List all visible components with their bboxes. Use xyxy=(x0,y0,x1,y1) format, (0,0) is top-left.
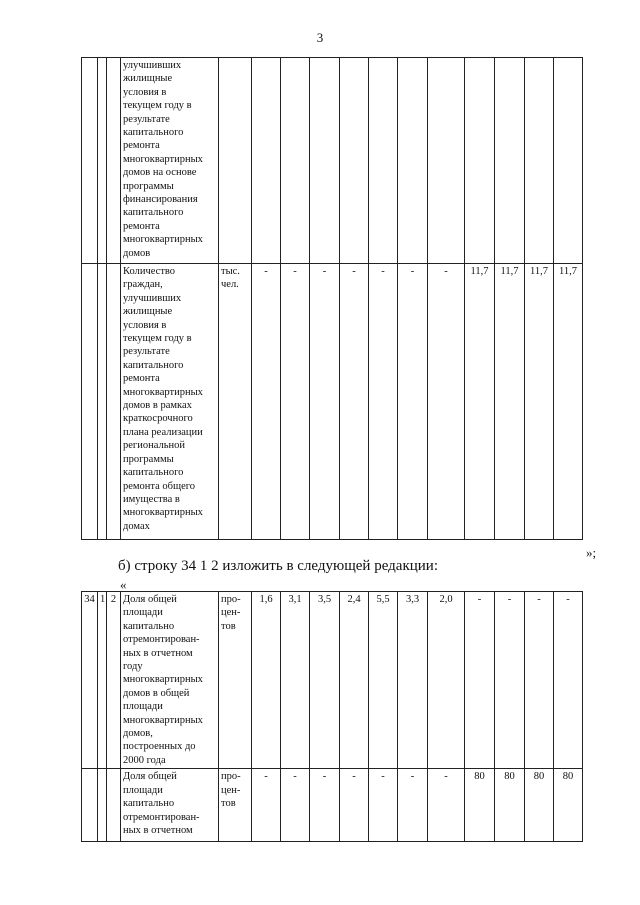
amendment-instruction: б) строку 34 1 2 изложить в следующей редакции: xyxy=(118,558,438,574)
indicators-table-top xyxy=(81,57,583,540)
value-cell: 5,5 xyxy=(369,592,398,769)
value-cell xyxy=(310,58,340,264)
unit-cell: про- цен- тов xyxy=(219,592,252,769)
value-cell: 2,4 xyxy=(340,592,369,769)
value-cell: - xyxy=(310,264,340,540)
table-row xyxy=(82,264,583,540)
value-cell: 80 xyxy=(465,769,495,842)
code-cell xyxy=(107,58,121,264)
value-cell: - xyxy=(525,592,554,769)
code-cell: 2 xyxy=(107,592,121,769)
closing-quote: »; xyxy=(586,545,597,560)
value-cell: 11,7 xyxy=(554,264,583,540)
code-cell xyxy=(98,58,107,264)
value-cell xyxy=(495,58,525,264)
opening-quote: « xyxy=(120,577,127,592)
value-cell: - xyxy=(554,592,583,769)
value-cell: 80 xyxy=(525,769,554,842)
value-cell: 3,5 xyxy=(310,592,340,769)
value-cell: - xyxy=(310,769,340,842)
page-number: 3 xyxy=(316,30,324,45)
value-cell: - xyxy=(495,592,525,769)
value-cell xyxy=(525,58,554,264)
value-cell xyxy=(428,58,465,264)
value-cell: - xyxy=(281,769,310,842)
code-cell: 34 xyxy=(82,592,98,769)
value-cell: - xyxy=(340,769,369,842)
unit-cell: тыс. чел. xyxy=(219,264,252,540)
value-cell xyxy=(281,58,310,264)
value-cell: 11,7 xyxy=(465,264,495,540)
value-cell: - xyxy=(465,592,495,769)
code-cell xyxy=(107,264,121,540)
value-cell xyxy=(340,58,369,264)
value-cell: - xyxy=(252,769,281,842)
value-cell: - xyxy=(281,264,310,540)
indicators-table-bottom xyxy=(81,591,583,842)
indicator-cell: улучшивших жилищные условия в текущем году в результате капитального ремонта многоквартирных домов на основе программы финансирования капитального ремонта многоквартирных домов xyxy=(121,58,219,264)
code-cell xyxy=(82,769,98,842)
value-cell xyxy=(554,58,583,264)
value-cell: - xyxy=(398,769,428,842)
code-cell xyxy=(82,264,98,540)
value-cell xyxy=(465,58,495,264)
value-cell: - xyxy=(252,264,281,540)
indicator-cell: Количество граждан, улучшивших жилищные условия в текущем году в результате капитального ремонта многоквартирных домов в рамках краткосрочного плана реализации региональной программы капитального ремонта общего имущества в многоквартирных домах xyxy=(121,264,219,540)
value-cell: - xyxy=(428,264,465,540)
value-cell: 1,6 xyxy=(252,592,281,769)
indicator-cell: Доля общей площади капитально отремонтирован- ных в отчетном году многоквартирных домов в общей площади многоквартирных домов, построенных до 2000 года xyxy=(121,592,219,769)
value-cell: 2,0 xyxy=(428,592,465,769)
table-row xyxy=(82,58,583,264)
value-cell: 11,7 xyxy=(525,264,554,540)
value-cell: 80 xyxy=(495,769,525,842)
code-cell xyxy=(82,58,98,264)
value-cell: - xyxy=(428,769,465,842)
code-cell xyxy=(98,264,107,540)
value-cell: 11,7 xyxy=(495,264,525,540)
value-cell: - xyxy=(398,264,428,540)
value-cell: 80 xyxy=(554,769,583,842)
unit-cell: про- цен- тов xyxy=(219,769,252,842)
value-cell: - xyxy=(340,264,369,540)
unit-cell xyxy=(219,58,252,264)
code-cell: 1 xyxy=(98,592,107,769)
value-cell: - xyxy=(369,769,398,842)
indicator-cell: Доля общей площади капитально отремонтирован- ных в отчетном xyxy=(121,769,219,842)
code-cell xyxy=(107,769,121,842)
value-cell xyxy=(398,58,428,264)
value-cell: 3,3 xyxy=(398,592,428,769)
table-row xyxy=(82,769,583,842)
value-cell xyxy=(252,58,281,264)
code-cell xyxy=(98,769,107,842)
value-cell xyxy=(369,58,398,264)
value-cell: 3,1 xyxy=(281,592,310,769)
value-cell: - xyxy=(369,264,398,540)
table-row xyxy=(82,592,583,769)
